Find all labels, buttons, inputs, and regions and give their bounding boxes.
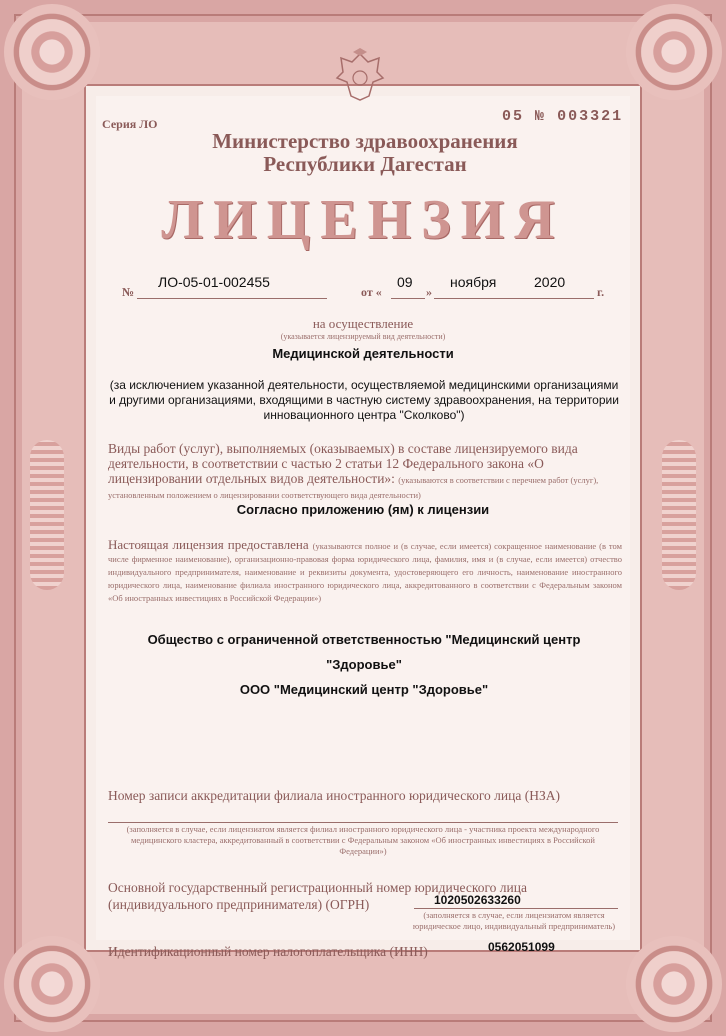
rosette-ornament-icon: [626, 936, 722, 1032]
license-day: 09: [397, 274, 413, 290]
inn-label: Идентификационный номер налогоплательщика (ИНН): [108, 944, 428, 959]
inn-value: 0562051099: [488, 940, 555, 954]
side-ornament-icon: [30, 440, 64, 590]
rosette-ornament-icon: [4, 4, 100, 100]
nza-note: (заполняется в случае, если лицензиатом является филиал иностранного юридического лица - участника проекта международного медицинского кластера, аккредитованный в соответствии с Федеральным законом «Об иностранных инвестициях в Российской Федерации»): [126, 824, 600, 856]
coat-of-arms-icon: [333, 48, 387, 104]
month-year-underline: [434, 298, 594, 299]
works-note: (указываются в соответствии с перечнем работ (услуг), установленным положением о лицензировании соответствующего вида деятельности): [108, 475, 599, 500]
works-text-body: Виды работ (услуг), выполняемых (оказываемых) в составе лицензируемого вида деятельности, в соответствии с частью 2 статьи 12 Федерального закона «О лицензировании отдельных видов деятельности»:: [108, 441, 578, 486]
number-label: №: [122, 285, 135, 299]
ogrn-label-1: Основной государственный регистрационный номер юридического лица: [108, 880, 527, 895]
rosette-ornament-icon: [4, 936, 100, 1032]
activity-intro-note: (указывается лицензируемый вид деятельности): [280, 332, 446, 341]
serial-digits: 003321: [557, 108, 624, 125]
issuer-line-2: Республики Дагестан: [263, 152, 467, 176]
grantee-intro: Настоящая лицензия предоставлена: [108, 537, 309, 552]
year-suffix: г.: [597, 285, 605, 299]
side-ornament-icon: [662, 440, 696, 590]
license-month: ноября: [450, 274, 497, 290]
number-underline: [137, 298, 327, 299]
issuer-line-1: Министерство здравоохранения: [212, 129, 518, 153]
grantee-note: (указываются полное и (в случае, если имеется) сокращенное наименование (в том числе фирменное наименование), организационно-правовая форма юридического лица, фамилия, имя и (в случае, если имеется) отчество индивидуального предпринимателя, наименование и реквизиты документа, удостоверяющего его личность, наименование иностранного юридического лица, наименование филиала иностранного юридического лица, аккредитованного в соответствии с Федеральным законом «Об иностранных инвестициях в Российской Федерации»): [108, 541, 622, 603]
document-title: ЛИЦЕНЗИЯ: [161, 189, 565, 251]
activity-exception: (за исключением указанной деятельности, осуществляемой медицинскими организациями и другими организациями, входящими в частную систему здравоохранения, на территории инновационного центра "Сколково"): [109, 378, 619, 422]
license-number: ЛО-05-01-002455: [158, 274, 270, 290]
day-underline: [391, 298, 425, 299]
day-close-quote: »: [426, 285, 432, 299]
grantee-full-name-1: Общество с ограниченной ответственностью "Медицинский центр: [147, 632, 581, 647]
rosette-ornament-icon: [626, 4, 722, 100]
grantee-short-name: ООО "Медицинский центр "Здоровье": [239, 682, 489, 697]
ogrn-underline: [414, 908, 618, 909]
grantee-text: [108, 539, 622, 604]
works-text: [108, 441, 620, 501]
ogrn-label-2: (индивидуального предпринимателя) (ОГРН): [108, 897, 370, 912]
grantee-full-name-2: "Здоровье": [326, 657, 402, 672]
activity-intro: на осуществление: [312, 316, 414, 331]
ogrn-value: 1020502633260: [434, 893, 521, 907]
ogrn-note: (заполняется в случае, если лицензиатом является юридическое лицо, индивидуальный предприниматель): [412, 910, 616, 931]
number-sign: №: [535, 108, 547, 125]
nza-underline: [108, 822, 618, 823]
works-value: Согласно приложению (ям) к лицензии: [236, 502, 490, 517]
nza-label: Номер записи аккредитации филиала иностранного юридического лица (НЗА): [108, 788, 560, 803]
series-label: Серия ЛО: [102, 117, 158, 131]
license-year: 2020: [534, 274, 566, 290]
activity-name: Медицинской деятельности: [272, 346, 454, 361]
serial-number: [502, 108, 623, 125]
series-code: 05: [502, 108, 525, 125]
from-label: от «: [361, 285, 382, 299]
